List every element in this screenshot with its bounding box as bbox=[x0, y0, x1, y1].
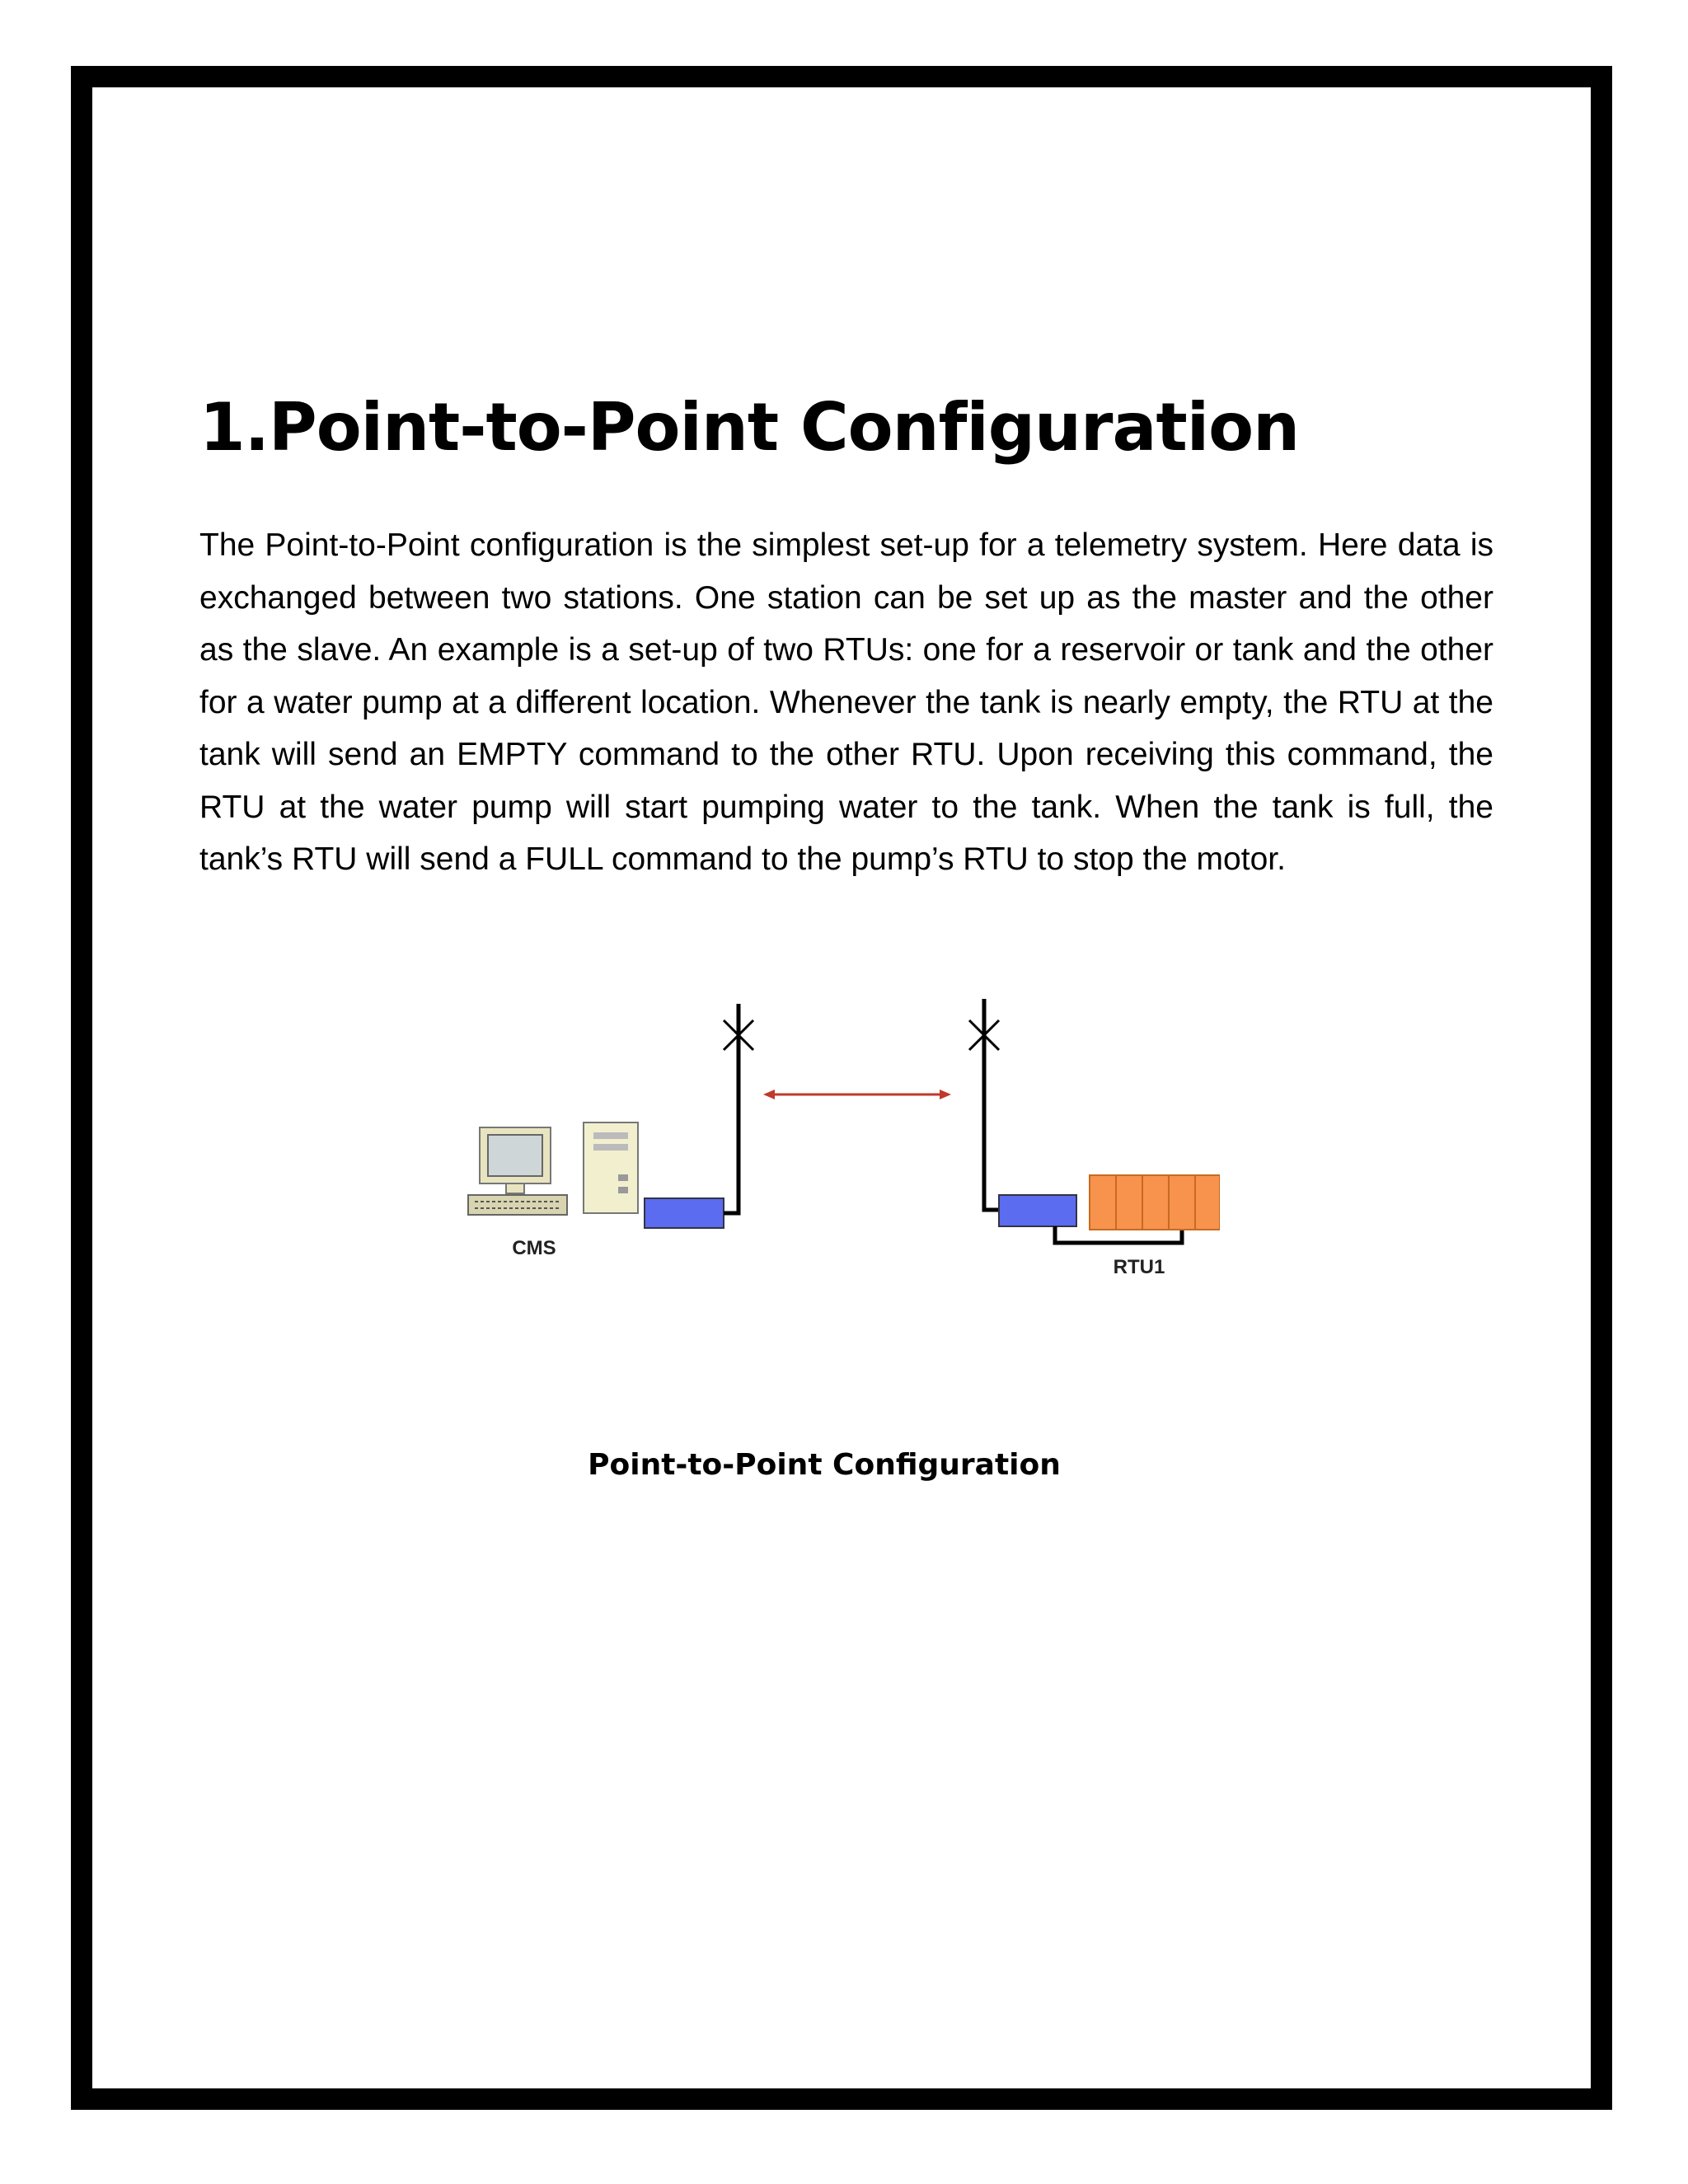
right-radio-modem bbox=[999, 1195, 1076, 1226]
page-heading: 1.Point-to-Point Configuration bbox=[199, 389, 1300, 466]
wireless-link-arrow bbox=[763, 1090, 951, 1099]
point-to-point-diagram bbox=[462, 989, 1220, 1302]
right-antenna-icon bbox=[969, 1014, 999, 1055]
computer-monitor-icon bbox=[480, 1127, 551, 1193]
rtu1-label: RTU1 bbox=[1113, 1256, 1165, 1278]
diagram-svg bbox=[462, 989, 1220, 1302]
figure-caption: Point-to-Point Configuration bbox=[588, 1448, 1061, 1482]
rtu-rack-icon bbox=[1090, 1175, 1220, 1230]
left-antenna-mast bbox=[724, 1004, 738, 1213]
body-paragraph: The Point-to-Point configuration is the simplest set-up for a telemetry system. Here data is exchanged between two stations. One station can be set up as the master and the other as the slave. An example is a set-up of two RTUs: one for a reservoir or tank and the other for a water pump at a different location. Whenever the tank is nearly empty, the RTU at the tank will send an EMPTY command to the other RTU. Upon receiving this command, the RTU at the water pump will start pumping water to the tank. When the tank is full, the tank’s RTU will send a FULL command to the pump’s RTU to stop the motor. bbox=[199, 527, 1493, 877]
cms-label: CMS bbox=[512, 1237, 556, 1259]
left-antenna-icon bbox=[724, 1014, 753, 1055]
computer-tower-icon bbox=[584, 1122, 638, 1213]
left-radio-modem bbox=[645, 1198, 724, 1228]
right-antenna-mast bbox=[984, 999, 999, 1210]
keyboard-icon bbox=[468, 1195, 567, 1215]
